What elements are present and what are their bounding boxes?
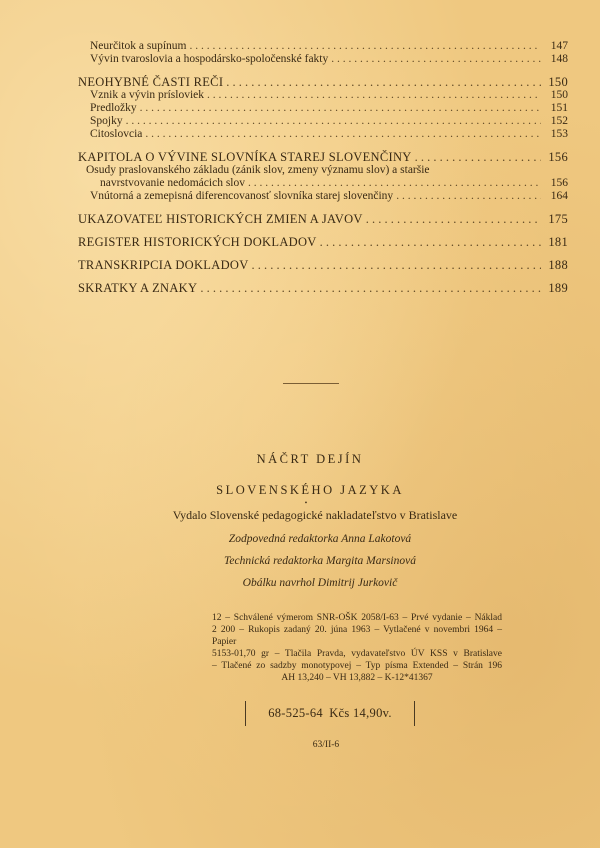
price-code: 68-525-64 [268, 706, 323, 720]
toc-leader-dots [396, 190, 541, 203]
toc-entry [78, 128, 568, 141]
toc-entry-title: Vnútorná a zemepisná diferencovanosť slovníka starej slovenčiny [90, 190, 394, 202]
toc-entry-title: REGISTER HISTORICKÝCH DOKLADOV [78, 235, 317, 249]
toc-leader-dots [126, 115, 541, 128]
toc-entry-title: Vývin tvaroslovia a hospodársko-spoločenské fakty [90, 53, 329, 65]
toc-entry [78, 89, 568, 102]
toc-entry-title: Vznik a vývin prísloviek [90, 89, 205, 101]
toc-entry-title: Citoslovcia [90, 128, 143, 140]
toc-entry-page: 148 [550, 53, 568, 65]
toc-entry-title-line2: navrstvovanie nedomácich slov [100, 177, 245, 189]
toc-entry-title: UKAZOVATEĽ HISTORICKÝCH ZMIEN A JAVOV [78, 212, 363, 226]
toc-entry-page: 150 [548, 75, 568, 89]
toc-entry-multiline [78, 164, 568, 190]
imprint-line: 5153-01,70 gr – Tlačila Pravda, vydavateľstvo ÚV KSS v Bratislave [212, 649, 502, 659]
book-title-line2: SLOVENSKÉHO JAZYKA [216, 483, 404, 497]
price-value: Kčs 14,90v. [329, 706, 392, 720]
imprint-line: AH 13,240 – VH 13,882 – K-12*41367 [281, 673, 433, 683]
toc-entry-page: 175 [548, 212, 568, 226]
toc-leader-dots [331, 53, 541, 66]
table-of-contents [78, 40, 568, 295]
toc-section-heading [78, 151, 568, 164]
responsible-editor: Zodpovedná redaktorka Anna Lakotová [228, 533, 412, 545]
toc-entry [78, 190, 568, 203]
toc-entry-page: 181 [548, 235, 568, 249]
toc-entry-title: Predložky [90, 102, 137, 114]
toc-leader-dots [320, 236, 541, 249]
toc-entry-page: 188 [548, 258, 568, 272]
publisher-line: Vydalo Slovenské pedagogické nakladateľstvo v Bratislave [172, 508, 458, 522]
toc-entry [78, 40, 568, 53]
colophon [0, 452, 600, 589]
toc-entry-title-line1: Osudy praslovanského základu (zánik slov, zmeny významu slov) a staršie [86, 164, 430, 176]
toc-section-heading [78, 76, 568, 89]
toc-entry-page: 150 [550, 89, 568, 101]
toc-entry-title: SKRATKY A ZNAKY [78, 281, 198, 295]
toc-leader-dots [226, 76, 541, 89]
book-title-line1: NÁČRT DEJÍN [256, 452, 364, 466]
imprint-line: 12 – Schválené výmerom SNR-OŠK 2058/I-63 – Prvé vydanie – Náklad [212, 613, 502, 623]
toc-entry [78, 115, 568, 128]
toc-leader-dots [140, 102, 541, 115]
toc-section-heading [78, 259, 568, 272]
toc-entry-page: 152 [550, 115, 568, 127]
imprint-block [212, 612, 502, 684]
toc-entry-page: 147 [550, 40, 568, 52]
toc-leader-dots [366, 213, 541, 226]
bullet-ornament: • [304, 499, 308, 507]
imprint-line: 2 200 – Rukopis zadaný 20. júna 1963 – Vytlačené v novembri 1964 – Papier [212, 625, 502, 647]
toc-leader-dots [145, 128, 541, 141]
toc-entry-title: KAPITOLA O VÝVINE SLOVNÍKA STAREJ SLOVENČINY [78, 150, 412, 164]
toc-entry-title: Spojky [90, 115, 123, 127]
toc-entry-title: NEOHYBNÉ ČASTI REČI [78, 75, 224, 89]
technical-editor: Technická redaktorka Margita Marsinová [224, 555, 416, 567]
toc-entry [78, 53, 568, 66]
toc-section-heading [78, 282, 568, 295]
toc-entry-page: 153 [550, 128, 568, 140]
print-code: 63/II-6 [312, 740, 340, 750]
toc-section-heading [78, 236, 568, 249]
toc-entry [78, 102, 568, 115]
toc-entry-title: Neurčitok a supínum [90, 40, 187, 52]
toc-leader-dots [207, 89, 541, 102]
toc-entry-page: 156 [550, 177, 568, 189]
toc-entry-title: TRANSKRIPCIA DOKLADOV [78, 258, 249, 272]
divider-rule [283, 383, 339, 384]
toc-leader-dots [415, 151, 541, 164]
imprint-line: – Tlačené zo sadzby monotypovej – Typ písma Extended – Strán 196 [212, 661, 502, 671]
toc-entry-page: 151 [550, 102, 568, 114]
toc-entry-page: 156 [548, 150, 568, 164]
toc-entry-page: 189 [548, 281, 568, 295]
price-box [245, 701, 415, 726]
toc-section-heading [78, 213, 568, 226]
toc-leader-dots [200, 282, 541, 295]
toc-entry-page: 164 [550, 190, 568, 202]
cover-designer: Obálku navrhol Dimitrij Jurkovič [242, 577, 398, 589]
toc-leader-dots [252, 259, 541, 272]
toc-leader-dots [248, 177, 541, 190]
toc-leader-dots [189, 40, 541, 53]
